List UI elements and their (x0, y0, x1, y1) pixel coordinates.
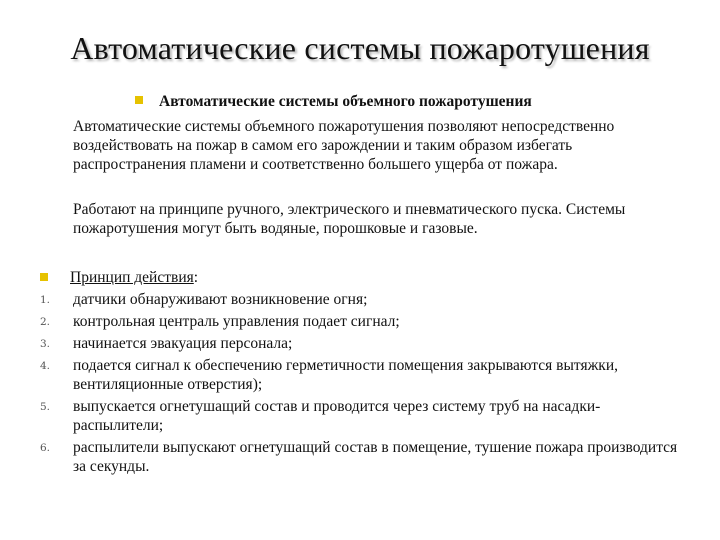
square-bullet-icon (40, 273, 48, 281)
list-item (40, 290, 680, 309)
step-text: контрольная централь управления подает сигнал; (73, 313, 400, 330)
step-number: 2. (40, 316, 51, 328)
list-item (40, 438, 680, 476)
principle-heading (40, 268, 198, 287)
step-text: датчики обнаруживают возникновение огня; (73, 291, 368, 308)
step-number: 6. (40, 442, 51, 454)
list-item (40, 397, 680, 435)
section-heading-volumetric (135, 93, 532, 111)
list-item (40, 356, 680, 394)
step-number: 1. (40, 294, 51, 306)
principle-steps-list (40, 290, 680, 479)
principle-label: Принцип действия (70, 269, 194, 286)
step-text: начинается эвакуация персонала; (73, 335, 293, 352)
square-bullet-icon (135, 96, 143, 104)
step-text: выпускается огнетушащий состав и проводится через систему труб на насадки-распылители; (73, 398, 601, 434)
principle-colon: : (193, 269, 199, 286)
slide-title: Автоматические системы пожаротушения (70, 30, 650, 66)
step-text: подается сигнал к обеспечению герметичности помещения закрываются вытяжки, вентиляционные отверстия); (73, 357, 618, 393)
list-item (40, 334, 680, 353)
intro-paragraph: Автоматические системы объемного пожаротушения позволяют непосредственно воздействовать на пожар в самом его зарождении и таким образом избегать распространения пламени и соответственно большего ущерба от пожара. (73, 118, 615, 173)
step-text: распылители выпускают огнетушащий состав в помещение, тушение пожара производится за секунды. (73, 439, 678, 475)
step-number: 4. (40, 360, 51, 372)
section-heading-text: Автоматические системы объемного пожаротушения (159, 93, 532, 110)
step-number: 5. (40, 401, 51, 413)
operation-paragraph: Работают на принципе ручного, электрического и пневматического пуска. Системы пожаротушения могут быть водяные, порошковые и газовые. (73, 201, 626, 237)
step-number: 3. (40, 338, 51, 350)
list-item (40, 312, 680, 331)
